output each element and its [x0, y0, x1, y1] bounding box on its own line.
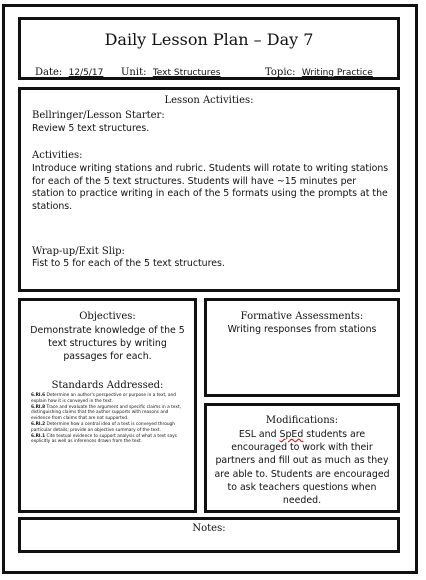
spellcheck-flagged-word: SpEd	[279, 429, 304, 440]
lesson-activities-box	[18, 87, 400, 292]
standard-text: Trace and evaluate the argument and specific claims in a text, distinguishing claims that the author supports with reasons and evidence from claims that are not supported.	[31, 404, 181, 422]
standard-code: 6.RI.2	[31, 421, 46, 427]
standard-text: Cite textual evidence to support analysis of what a text says explicitly as well as inferences drawn from the text.	[31, 433, 177, 445]
standard-item	[31, 393, 188, 405]
objectives-heading: Objectives:	[79, 311, 136, 322]
bellringer-label: Bellringer/Lesson Starter:	[32, 110, 165, 121]
standard-text: Determine how a central idea of a text is conveyed through particular details; provide an objective summary of the text.	[31, 421, 175, 433]
wrapup-text: Fist to 5 for each of the 5 text structures.	[32, 258, 225, 269]
activities-text: Introduce writing stations and rubric. Students will rotate to writing stations for each of the 5 text structures. Students will have ~15 minutes per station to practice writing in each of the 5 formats using the prompts at the stations.	[32, 163, 389, 212]
objectives-box	[18, 298, 197, 513]
unit-field	[121, 67, 220, 78]
formative-heading: Formative Assessments:	[240, 311, 364, 322]
unit-value: Text Structures	[152, 68, 221, 78]
header-box	[18, 17, 400, 80]
page-title: Daily Lesson Plan – Day 7	[104, 30, 314, 49]
modifications-text	[213, 428, 391, 507]
topic-label: Topic:	[265, 67, 296, 78]
topic-value: Writing Practice	[301, 68, 373, 78]
notes-heading: Notes:	[192, 523, 226, 534]
date-field	[35, 67, 103, 78]
date-label: Date:	[35, 67, 63, 78]
modifications-text-start: ESL and	[238, 429, 280, 440]
formative-text: Writing responses from stations	[227, 324, 377, 335]
bellringer-text: Review 5 text structures.	[32, 123, 150, 134]
standard-item	[31, 422, 188, 434]
standard-code: 6.RI.1	[31, 433, 46, 439]
wrapup-label: Wrap-up/Exit Slip:	[32, 246, 125, 257]
objectives-text: Demonstrate knowledge of the 5 text structures by writing passages for each.	[30, 325, 185, 362]
date-value: 12/5/17	[68, 68, 104, 78]
standard-code: 6.RI.6	[31, 393, 46, 398]
standards-list	[31, 393, 188, 445]
modifications-box	[204, 403, 400, 513]
unit-label: Unit:	[121, 67, 147, 78]
modifications-heading: Modifications:	[265, 415, 339, 426]
standard-item	[31, 405, 188, 422]
notes-box	[18, 517, 400, 553]
formative-assessments-box	[204, 298, 400, 397]
activities-label: Activities:	[32, 150, 83, 161]
lesson-activities-heading: Lesson Activities:	[164, 95, 254, 106]
modifications-text-rest: students are encouraged to work with their partners and fill out as much as they are able to. Students are encouraged to ask teachers questions when needed.	[214, 429, 390, 507]
standard-code: 6.RI.8	[31, 404, 46, 410]
standard-item	[31, 434, 188, 446]
standard-text: Determine an author's perspective or purpose in a text, and explain how it is conveyed in the text.	[31, 393, 176, 404]
topic-field	[265, 67, 373, 78]
standards-heading: Standards Addressed:	[51, 380, 164, 391]
